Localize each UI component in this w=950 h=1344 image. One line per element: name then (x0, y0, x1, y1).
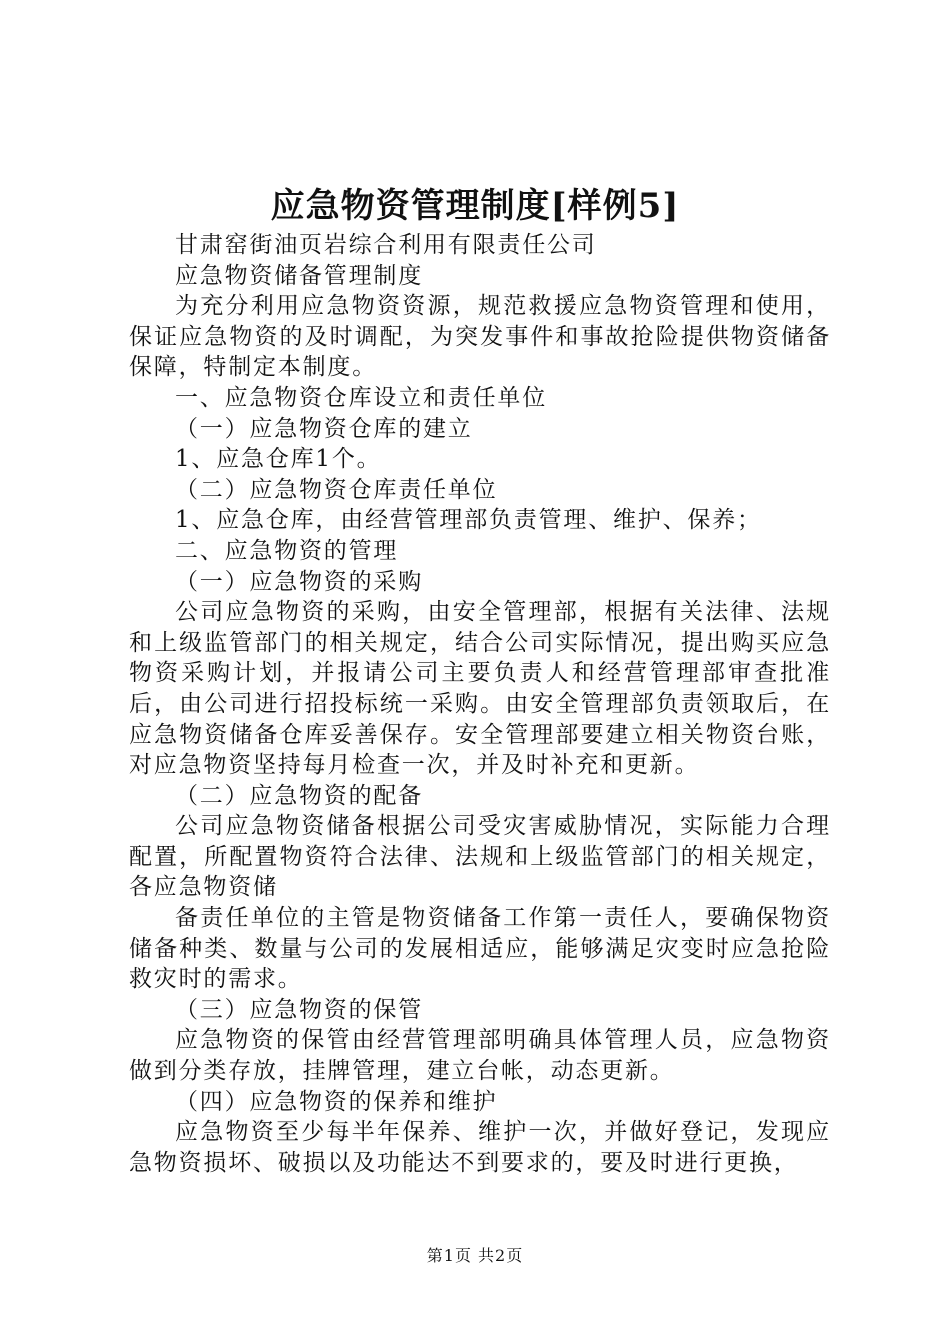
company-name: 甘肃窑街油页岩综合利用有限责任公司 (175, 232, 597, 258)
list-item: 1、应急仓库1个。 (175, 446, 382, 473)
paragraph: 备责任单位的主管是物资储备工作第一责任人，要确保物资储备种类、数量与公司的发展相适应，能够满足灾变时应急抢险救灾时的需求。 (129, 905, 831, 993)
paragraph: 应急物资的保管由经营管理部明确具体管理人员，应急物资做到分类存放，挂牌管理，建立台帐，动态更新。 (129, 1027, 831, 1085)
subsection-heading: （二）应急物资仓库责任单位 (175, 476, 498, 503)
document-title: 应急物资管理制度[样例5] (270, 186, 680, 226)
subsection-heading: （一）应急物资仓库的建立 (175, 415, 473, 442)
document-body (129, 230, 831, 1178)
subsection-heading: （四）应急物资的保养和维护 (175, 1088, 498, 1115)
subsection-heading: （二）应急物资的配备 (175, 782, 423, 809)
paragraph: 公司应急物资储备根据公司受灾害威胁情况，实际能力合理配置，所配置物资符合法律、法规和上级监管部门的相关规定，各应急物资储 (129, 813, 831, 901)
regulation-name: 应急物资储备管理制度 (175, 262, 423, 289)
paragraph: 公司应急物资的采购，由安全管理部，根据有关法律、法规和上级监管部门的相关规定，结合公司实际情况，提出购买应急物资采购计划，并报请公司主要负责人和经营管理部审查批准后，由公司进行招投标统一采购。由安全管理部负责领取后，在应急物资储备仓库妥善保存。安全管理部要建立相关物资台账，对应急物资坚持每月检查一次，并及时补充和更新。 (129, 599, 831, 779)
section-heading: 一、应急物资仓库设立和责任单位 (175, 384, 547, 411)
subsection-heading: （三）应急物资的保管 (175, 996, 423, 1023)
paragraph: 应急物资至少每半年保养、维护一次，并做好登记，发现应急物资损坏、破损以及功能达不到要求的，要及时进行更换， (129, 1119, 831, 1176)
section-heading: 二、应急物资的管理 (175, 537, 399, 564)
page-footer: 第1页 共2页 (426, 1246, 524, 1265)
subsection-heading: （一）应急物资的采购 (175, 568, 423, 595)
paragraph: 为充分利用应急物资资源，规范救援应急物资管理和使用，保证应急物资的及时调配，为突发事件和事故抢险提供物资储备保障，特制定本制度。 (129, 293, 831, 381)
list-item: 1、应急仓库，由经营管理部负责管理、维护、保养； (175, 507, 762, 534)
